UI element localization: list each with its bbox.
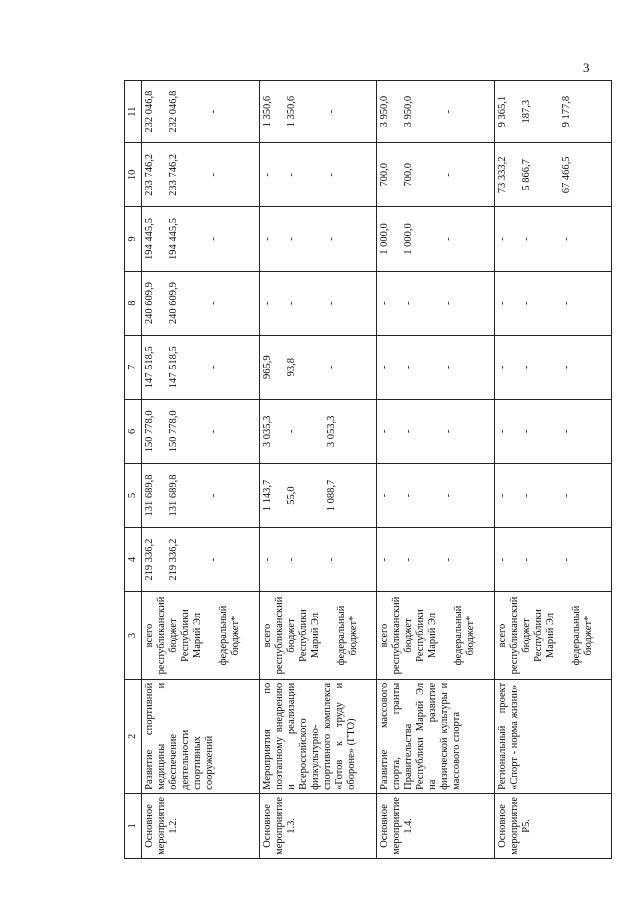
value-line: - xyxy=(496,557,508,562)
measure-name-cell: Развитие массового спорта, гранты Правительства Республики Марий Эл на развитие физической культуры и массового спорта xyxy=(377,679,495,793)
value-cell xyxy=(259,399,377,463)
funding-source-label: всего xyxy=(144,623,155,648)
value-cell xyxy=(142,399,260,463)
value-cell xyxy=(259,528,377,592)
value-line: 147 518,5 xyxy=(168,346,179,389)
funding-source-cell xyxy=(377,592,495,680)
value-line: - xyxy=(560,365,572,369)
value-line: 194 445,5 xyxy=(144,217,155,260)
funding-source-label: всего xyxy=(261,623,273,648)
value-line: - xyxy=(208,365,219,369)
value-line: - xyxy=(520,429,532,434)
measure-code-cell: Основное мероприятие Р5. xyxy=(494,793,612,858)
value-line: - xyxy=(208,557,219,562)
value-cell xyxy=(377,335,495,399)
header-cell: 1 xyxy=(125,793,142,858)
value-line: - xyxy=(208,429,219,434)
value-line: - xyxy=(520,557,532,562)
value-line: 3 053,3 xyxy=(325,415,337,448)
value-cell xyxy=(142,207,260,271)
value-line: - xyxy=(443,301,454,305)
value-line: 3 950,0 xyxy=(403,95,414,128)
value-line: - xyxy=(560,557,572,562)
value-cell xyxy=(494,207,612,271)
value-line: - xyxy=(285,301,297,305)
value-line: - xyxy=(443,173,454,177)
value-line: 67 466,5 xyxy=(560,156,572,194)
value-line: - xyxy=(443,557,454,562)
header-cell: 4 xyxy=(125,528,142,592)
value-line: - xyxy=(443,493,454,498)
value-line: - xyxy=(560,493,572,498)
funding-source-label: федеральный бюджет* xyxy=(453,605,476,666)
page-number: 3 xyxy=(583,60,590,75)
value-line: - xyxy=(443,109,454,114)
value-line: - xyxy=(496,301,508,305)
value-line: - xyxy=(208,493,219,498)
value-cell xyxy=(377,399,495,463)
table-body xyxy=(142,81,612,859)
value-line: 5 866,7 xyxy=(520,159,532,191)
funding-source-label: федеральный бюджет* xyxy=(335,605,359,666)
value-cell xyxy=(142,271,260,335)
value-line: - xyxy=(261,557,273,562)
value-cell xyxy=(377,528,495,592)
budget-table xyxy=(124,80,612,859)
header-cell: 2 xyxy=(125,679,142,793)
value-line: 187,3 xyxy=(520,99,532,124)
value-line: 3 950,0 xyxy=(379,95,390,128)
value-line: 232 046,8 xyxy=(168,90,179,133)
value-line: 1 350,6 xyxy=(285,95,297,128)
value-cell xyxy=(142,81,260,143)
value-line: - xyxy=(325,301,337,305)
funding-source-label: республиканский бюджет Республики Марий Эл xyxy=(508,596,556,675)
value-cell xyxy=(494,81,612,143)
funding-source-label: федеральный бюджет* xyxy=(570,605,594,666)
value-line: 93,8 xyxy=(285,358,297,377)
value-line: - xyxy=(403,301,414,305)
value-line: 9 177,8 xyxy=(560,95,572,128)
value-line: - xyxy=(560,237,572,241)
value-line: - xyxy=(496,365,508,369)
value-line: - xyxy=(496,429,508,434)
value-line: - xyxy=(325,557,337,562)
value-line: 700,0 xyxy=(403,163,414,187)
value-cell xyxy=(259,207,377,271)
table-row xyxy=(142,81,260,859)
value-cell xyxy=(377,271,495,335)
value-line: - xyxy=(285,173,297,177)
value-cell xyxy=(142,335,260,399)
value-line: 232 046,8 xyxy=(144,90,155,133)
funding-source-label: всего xyxy=(496,623,508,648)
header-cell: 9 xyxy=(125,207,142,271)
header-cell: 5 xyxy=(125,463,142,527)
value-line: - xyxy=(325,237,337,241)
value-line: - xyxy=(443,365,454,369)
value-cell xyxy=(494,463,612,527)
value-line: - xyxy=(496,237,508,241)
value-line: - xyxy=(261,301,273,305)
value-line: - xyxy=(379,365,390,369)
value-line: - xyxy=(261,237,273,241)
value-line: - xyxy=(379,301,390,305)
value-cell xyxy=(259,143,377,207)
value-line: 965,9 xyxy=(261,355,273,380)
value-line: 131 689,8 xyxy=(144,474,155,517)
value-line: - xyxy=(520,301,532,305)
value-line: - xyxy=(520,493,532,498)
value-line: - xyxy=(520,237,532,241)
value-line: - xyxy=(325,109,337,114)
value-line: - xyxy=(208,173,219,177)
value-line: 1 350,6 xyxy=(261,95,273,128)
measure-name-cell: Мероприятия по поэтапному внедрению и реализации Всероссийского физкультурно-спортивного комплекса «Готов к труду и обороне» (ГТО) xyxy=(259,679,377,793)
value-cell xyxy=(377,143,495,207)
value-line: - xyxy=(261,173,273,177)
value-cell xyxy=(259,463,377,527)
value-line: 55,0 xyxy=(285,486,297,505)
value-cell xyxy=(377,207,495,271)
header-cell: 10 xyxy=(125,143,142,207)
value-cell xyxy=(259,81,377,143)
header-cell: 6 xyxy=(125,399,142,463)
funding-source-cell xyxy=(494,592,612,680)
value-line: - xyxy=(403,429,414,434)
value-line: - xyxy=(496,493,508,498)
header-cell: 11 xyxy=(125,81,142,143)
value-cell xyxy=(142,528,260,592)
funding-source-label: федеральный бюджет* xyxy=(218,605,241,666)
funding-source-label: республиканский бюджет Республики Марий Эл xyxy=(156,596,203,675)
value-line: 240 609,9 xyxy=(168,282,179,325)
header-cell: 7 xyxy=(125,335,142,399)
value-line: 131 689,8 xyxy=(168,474,179,517)
value-cell xyxy=(494,335,612,399)
value-line: 1 000,0 xyxy=(403,223,414,255)
value-line: - xyxy=(208,301,219,305)
funding-source-label: республиканский бюджет Республики Марий Эл xyxy=(391,596,438,675)
value-line: - xyxy=(379,429,390,434)
value-line: - xyxy=(560,429,572,434)
value-line: - xyxy=(379,493,390,498)
measure-code-cell: Основное мероприятие 1.3. xyxy=(259,793,377,858)
value-line: - xyxy=(403,493,414,498)
value-cell xyxy=(142,143,260,207)
header-cell: 3 xyxy=(125,592,142,680)
value-line: 3 035,3 xyxy=(261,415,273,448)
value-line: 700,0 xyxy=(379,163,390,187)
value-line: - xyxy=(379,557,390,562)
value-cell xyxy=(259,335,377,399)
value-line: - xyxy=(285,557,297,562)
value-line: 233 746,2 xyxy=(168,153,179,196)
measure-code-cell: Основное мероприятие 1.4. xyxy=(377,793,495,858)
value-line: 73 333,2 xyxy=(496,156,508,194)
funding-source-cell xyxy=(142,592,260,680)
value-line: 9 365,1 xyxy=(496,95,508,128)
header-cell: 8 xyxy=(125,271,142,335)
value-line: 194 445,5 xyxy=(168,217,179,260)
value-line: - xyxy=(560,301,572,305)
value-line: 1 000,0 xyxy=(379,223,390,255)
value-line: 219 336,2 xyxy=(168,538,179,581)
value-cell xyxy=(377,81,495,143)
table-row xyxy=(494,81,612,859)
value-line: - xyxy=(403,557,414,562)
funding-source-label: республиканский бюджет Республики Марий Эл xyxy=(273,596,321,675)
value-line: - xyxy=(285,429,297,434)
value-line: - xyxy=(443,429,454,434)
value-line: - xyxy=(208,237,219,241)
value-line: 1 143,7 xyxy=(261,479,273,512)
value-line: - xyxy=(443,237,454,241)
header-row xyxy=(125,81,142,859)
value-cell xyxy=(494,271,612,335)
measure-name-cell: Развитие спортивной медицины и обеспечение деятельности спортивных сооружений xyxy=(142,679,260,793)
rotated-table-sheet xyxy=(124,80,612,859)
funding-source-cell xyxy=(259,592,377,680)
value-line: - xyxy=(520,365,532,369)
funding-source-label: всего xyxy=(379,623,390,648)
value-line: - xyxy=(325,173,337,177)
value-cell xyxy=(377,463,495,527)
table-row xyxy=(377,81,495,859)
value-cell xyxy=(259,271,377,335)
value-cell xyxy=(494,528,612,592)
value-line: 233 746,2 xyxy=(144,153,155,196)
value-line: - xyxy=(403,365,414,369)
value-cell xyxy=(494,143,612,207)
value-line: - xyxy=(285,237,297,241)
value-cell xyxy=(142,463,260,527)
value-line: 219 336,2 xyxy=(144,538,155,581)
value-line: 1 088,7 xyxy=(325,479,337,512)
table-row xyxy=(259,81,377,859)
value-cell xyxy=(494,399,612,463)
value-line: 150 778,0 xyxy=(168,410,179,453)
value-line: 147 518,5 xyxy=(144,346,155,389)
value-line: - xyxy=(325,365,337,369)
measure-name-cell: Региональный проект «Спорт - норма жизни» xyxy=(494,679,612,793)
value-line: 240 609,9 xyxy=(144,282,155,325)
value-line: - xyxy=(208,109,219,114)
value-line: 150 778,0 xyxy=(144,410,155,453)
measure-code-cell: Основное мероприятие 1.2. xyxy=(142,793,260,858)
